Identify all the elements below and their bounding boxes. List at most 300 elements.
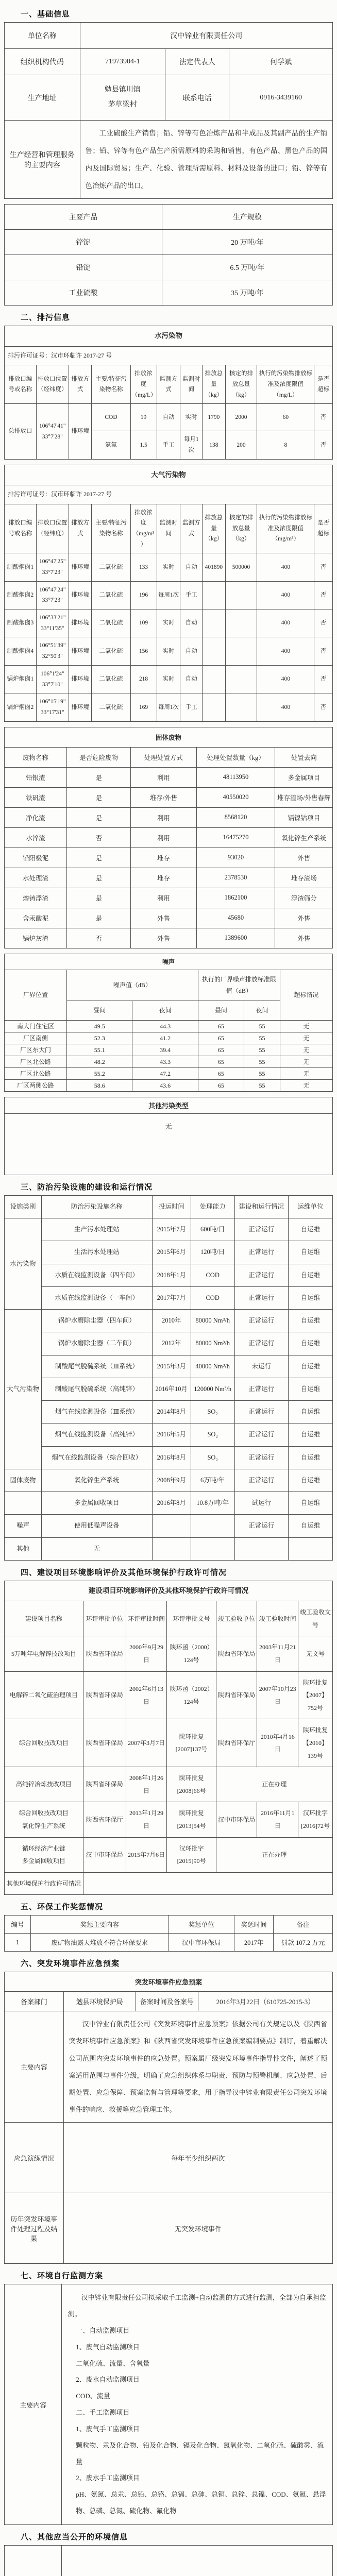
table-cell: 汉中市环保局 [216,1802,257,1837]
table-cell: 否 [314,693,333,721]
column-header: 运维单位 [288,1195,332,1218]
table-cell: 利用 [131,827,196,848]
table-cell: 55 [244,1020,280,1032]
table-cell: 堆存渣场/外售春辉 [275,787,333,807]
table-cell: 水处理渣 [5,868,67,888]
table-cell: 正常运行 [234,1469,288,1492]
table-cell: 陕环批复【2007】752号 [298,1671,333,1719]
column-header: 处理能力 [191,1195,234,1218]
table-cell: 1389600 [196,928,275,948]
column-header: 执行的污染物排放标准及浓度限值（mg/L） [257,365,314,404]
table-cell: 58.6 [67,1079,132,1091]
table-cell: 106°33'21" 33°11'35" [36,609,69,637]
section-title-other-disclosure: 八、其他应当公开的环境信息 [21,2533,128,2541]
table-row [5,848,333,868]
table-cell: 6万吨/年 [191,1469,234,1492]
table-cell: 正常运行 [234,1378,288,1400]
table-cell: 2018年1月 [152,1264,191,1286]
column-header: 执行的污染物排放标准及浓度限值（mg/m³） [257,504,314,553]
table-cell: 1 [5,1934,31,1952]
table-row [5,1378,333,1400]
table-cell [203,693,226,721]
text-line: 颗粒物、汞及化合物、铅及化合物、镉及化合物、氮氧化物、二氧化硫、硫酸雾、流量 [76,2441,324,2466]
table-title: 突发环境事件应急预案 [5,1972,333,1992]
table-cell: 自运维 [288,1241,332,1264]
row-label: 联系电话 [165,75,229,121]
table-cell: 40550020 [196,787,275,807]
table-title: 噪声 [5,954,333,970]
table-row [5,1079,333,1091]
table-cell: 铅锭 [5,255,162,280]
table-cell: 高纯锌冶炼技改项目 [5,1767,83,1802]
table-cell: 48113950 [196,767,275,787]
table-cell: 使用低噪声设备 [41,1515,152,1537]
table-cell: 52.3 [67,1032,132,1044]
table-row [5,1113,333,1175]
table-cell: 自运维 [288,1492,332,1515]
table-cell: 2016年8月 [152,1492,191,1515]
table-cell: 2003年11月21日 [257,1636,298,1671]
table-cell: 排污许可证号：汉市环临许 2017-27 号 [5,346,333,365]
table-row [5,827,333,848]
column-header: 执行的厂界噪声排放标准限值（dB） [198,970,280,1001]
table-cell: 65 [198,1044,244,1056]
column-header: 奖惩主要内容 [30,1916,168,1934]
row-label: 法定代表人 [165,49,229,75]
column-header: 处理处置方式 [131,747,196,767]
table-cell: 汉环批字[2016]72号 [298,1802,333,1837]
table-cell: SO₂ [191,1423,234,1446]
table-row [5,23,333,49]
table-cell: 利用 [131,807,196,827]
column-header: 监测方式 [180,504,203,553]
table-cell: 水质在线监测设备（四车间） [41,1264,152,1286]
table-cell: 烟气在线监测设备（综合回收） [41,1446,152,1469]
column-header: 昼间 [198,1001,244,1021]
table-cell: 否 [314,581,333,609]
table-cell [203,637,226,665]
column-header: 监测方式 [157,365,180,404]
table-cell: 固体废物 [5,1469,42,1492]
table-row [5,1044,333,1056]
table-cell: 每月1次 [180,431,203,459]
table-cell: 400 [257,637,314,665]
table-cell: 外售 [275,848,333,868]
table-cell: 排环境 [69,665,92,693]
table-cell: 自动 [180,665,203,693]
table-cell: 外售 [131,908,196,928]
table-cell: 正在办理 [216,1837,332,1872]
table-cell: 48.2 [67,1056,132,1067]
table-row [5,1916,333,1934]
table-cell: 2378530 [196,868,275,888]
table-row [5,49,333,75]
table-row [5,1934,333,1952]
table-cell: 109 [130,609,157,637]
table-row [5,1802,333,1837]
column-header: 防治污染设施名称 [41,1195,152,1218]
table-cell: 含汞酸泥 [5,908,67,928]
table-cell: 400 [257,609,314,637]
table-cell: 401890 [203,553,226,581]
table-row [5,1097,333,1113]
table-cell: SO₂ [191,1446,234,1469]
table-cell: 无文号 [298,1636,333,1671]
table-cell: 制酸尾气脱硫系统（Ⅲ系统） [41,1355,152,1378]
table-cell: 自运维 [288,1469,332,1492]
table-row [5,230,333,255]
table-cell: 2015年7月6日 [126,1837,167,1872]
text-line: 氧化锌生产系统 [22,1822,65,1829]
table-row [5,1671,333,1719]
table-cell: 是 [67,888,131,908]
table-cell: 106°15'19" 33°17'31" [36,693,69,721]
column-header: 主要/特征污染物名称 [92,504,130,553]
table-cell [152,1537,191,1560]
text-line: 1、废气手工监测项目 [76,2425,140,2433]
table-cell: 71973904-1 [80,49,165,75]
table-cell: 陕西省环保厅 [216,1719,257,1767]
table-row [5,404,333,431]
table-cell: 自动 [180,637,203,665]
column-header: 核定的排放总量（kg） [225,365,257,404]
table-cell: 厂区东大门 [5,1044,67,1056]
table-cell: 106°47'24" 33°7'23" [36,581,69,609]
table-cell: 65 [198,1067,244,1079]
text-line: 一、自动监测项目 [76,2326,130,2334]
table-cell: 否 [67,827,131,848]
table-row [5,693,333,721]
table-cell: 实时 [157,553,180,581]
row-label: 组织机构代码 [5,49,80,75]
table-cell: 55 [244,1079,280,1091]
table-cell: 自动 [157,404,180,431]
table-row [5,954,333,970]
table-row [5,908,333,928]
table-cell: 400 [257,553,314,581]
table-row [5,75,333,121]
table-row [5,787,333,807]
table-cell: 其他 [5,1537,42,1560]
text-line: 2、废水手工监测项目 [76,2474,140,2482]
table-cell: 正常运行 [234,1241,288,1264]
column-header: 奖惩时间 [234,1916,273,1934]
table-cell: 工业硫酸 [5,280,162,306]
table-row [5,2011,333,2123]
table-row [5,1401,333,1423]
table-row [5,1492,333,1515]
table-row [5,1195,333,1218]
column-header: 排放口编号或名称 [5,504,37,553]
table-row [5,1719,333,1767]
table-cell: 无 [41,1537,152,1560]
table-cell: 手工 [157,431,180,459]
table-row [5,665,333,693]
table-cell: 二氧化硫 [92,637,130,665]
table-cell: 否 [314,404,333,431]
table-cell: 是 [67,908,131,928]
table-cell: 是 [67,848,131,868]
table-row [5,1515,333,1537]
table-cell: 自动 [180,609,203,637]
table-cell: 实时 [157,665,180,693]
table-row [5,365,333,404]
table-cell: 10.8万吨/年 [191,1492,234,1515]
table-cell: 排环境 [69,609,92,637]
table-cell: 自运维 [288,1423,332,1446]
table-cell: 无 [280,1067,333,1079]
table-cell: 未运行 [234,1355,288,1378]
column-header: 主要/特征污染物名称 [92,365,130,404]
table-title: 水污染物 [5,326,333,346]
table-cell: 氧化锌生产系统 [275,827,333,848]
row-label: 单位名称 [5,23,80,49]
table-cell [5,1492,42,1515]
table-cell: 1.5 [130,431,157,459]
table-cell: 600吨/日 [191,1218,234,1241]
table-cell: 106°51'39" 32°50'3" [36,637,69,665]
table-cell: 否 [314,637,333,665]
table-row [5,1355,333,1378]
table-cell: 汉环批字[2015]90号 [167,1837,216,1872]
table-cell: 汉中锌业有限责任公司《突发环境事件应急预案》依据公司有关规定以及《陕西省突发环境事件应急预案》和《陕西省突发环境事件应急预案编制要点》制订，着重解决公司范围内突发环境事件的应急处置。预案属厂级突发环境事件指导性文件，阐述了预案适用范围与事件分级，明确了应急组织体系与职责、预防与预警机制、应急处置、后期处置、应急保障、预案监督与管理等要求，用于指导汉中锌业有限责任公司突发环境事件的响应、救援等应急管理工作。 [63,2011,332,2123]
table-cell [83,1872,332,1895]
table-cell: 无 [280,1032,333,1044]
section-title-emergency-plan: 六、突发环境事件应急预案 [21,1960,120,1969]
table-row [5,1286,333,1309]
table-cell [191,1537,234,1560]
table-row [5,1767,333,1802]
column-header: 建设和运行情况 [234,1195,288,1218]
table-cell: 0916-3439160 [229,75,333,121]
table-cell: 锅炉烟囱2 [5,693,37,721]
table-cell: 实时 [157,609,180,637]
table-cell: 自运维 [288,1286,332,1309]
table-cell: 陕环批复【2010】139号 [298,1719,333,1767]
table-cell: 19 [130,404,157,431]
table-cell [62,2545,333,2576]
text-line: 多金属回收项目 [22,1857,65,1865]
table-row [5,747,333,767]
row-label: 生产地址 [5,75,80,121]
section-title-rewards: 五、环保工作奖惩情况 [21,1903,104,1912]
table-cell: 陕环函（2002）124号 [167,1671,216,1719]
table-cell: 锅炉水磨除尘器（四车间） [41,1310,152,1332]
table-cell: 65 [198,1056,244,1067]
text-line: 综合回收技改项目 [19,1809,69,1817]
table-cell: 汉中锌业有限责任公司 [80,23,333,49]
column-header: 排放浓度（mg/L） [130,365,157,404]
table-cell: 是 [67,868,131,888]
table-cell: 80000 Nm³/h [191,1332,234,1355]
table-cell: 总排放口 [5,404,37,459]
table-row [5,346,333,365]
table-row [5,1067,333,1079]
table-cell: 堆存 [131,848,196,868]
column-header: 排放口位置（经纬度） [36,504,69,553]
column-header: 建设项目名称 [5,1601,83,1636]
table-row [5,121,333,199]
table-cell: 400 [257,581,314,609]
table-cell: 厂区北公路 [5,1056,67,1067]
table-cell: 陕环批复[2007]137号 [167,1719,216,1767]
table-cell: 排环境 [69,581,92,609]
table-cell: 手工 [180,693,203,721]
table-row [5,2123,333,2193]
table-row [5,2284,333,2525]
table-cell: 每周1次 [157,693,180,721]
table-cell: 汉中市环保局 [168,1934,234,1952]
column-header: 备注 [274,1916,333,1934]
table-cell: 5万吨年电解锌技改项目 [5,1636,83,1671]
table-cell: 厂区北公路 [5,1067,67,1079]
table-cell: 2015年3月 [152,1355,191,1378]
column-header: 奖惩单位 [168,1916,234,1934]
table-cell: 锅炉灰渣 [5,928,67,948]
table-cell: 106°47'25" 33°7'23" [36,553,69,581]
table-cell: 废矿物油露天堆放不符合环保要求 [30,1934,168,1952]
table-cell: 实时 [180,404,203,431]
table-cell: 200 [225,431,257,459]
table-cell: 80000 Nm³/h [191,1310,234,1332]
table-cell: 65 [198,1020,244,1032]
table-row [5,1872,333,1895]
table-cell: 陕环函（2000）124号 [167,1636,216,1671]
table-cell: 47.2 [132,1067,198,1079]
table-cell: 120000 Nm³/h [191,1378,234,1400]
row-label: 主要内容 [5,2284,62,2525]
table-cell: 多金属项目 [275,767,333,787]
table-cell: 生产污水处理站 [41,1218,152,1241]
table-cell: 陕环批复[2013]54号 [167,1802,216,1837]
table-cell: 厂区南侧 [5,1032,67,1044]
text-line: COD、流量 [76,2392,110,2400]
table-cell: 2016年8月 [152,1446,191,1469]
column-header: 废物名称 [5,747,67,767]
table-cell: 勉县环境保护局 [63,1992,136,2011]
table-cell: 二氧化硫 [92,581,130,609]
table-cell: 陕西省环保局 [83,1671,126,1719]
table-row [5,1032,333,1044]
table-cell: 400 [257,693,314,721]
table-cell: 60 [257,404,314,431]
table-cell: 自运维 [288,1446,332,1469]
table-row [5,609,333,637]
self-monitoring-plan-table [4,2284,333,2525]
column-header: 环评审批单位 [83,1601,126,1636]
table-title: 建设项目环境影响评价及其他环境保护行政许可情况 [5,1581,333,1601]
table-cell: 每周1次 [157,581,180,609]
table-cell: 正常运行 [234,1310,288,1332]
table-cell: 堆存渣场 [275,868,333,888]
table-cell: 汉中市环保局 [83,1837,126,1872]
column-header: 环评审批文号 [167,1601,216,1636]
column-header: 监测时间 [180,365,203,404]
table-row [5,1636,333,1671]
table-cell: 工业硫酸生产销售；铅、锌等有色冶炼产品和半成品及其副产品的生产销售；铅、锌等有色产品生产所需原料的采购和销售，有色产品、黑色产品的国内及国际贸易；生产、化验、管理所需原料、材料及设备的进口；铅、锌等有色冶炼产品的出口。 [80,121,333,199]
table-row [5,504,333,553]
table-row [5,807,333,827]
column-header: 夜间 [244,1001,280,1021]
table-cell: 自动 [180,553,203,581]
table-cell: 制酸烟囱3 [5,609,37,637]
table-cell: 2016年3月22日（610725-2015-3） [198,1992,332,2011]
table-cell: 否 [67,928,131,948]
column-header: 设施类别 [5,1195,42,1218]
table-row [5,1423,333,1446]
table-cell: 二氧化硫 [92,665,130,693]
column-header: 排放口编号或名称 [5,365,37,404]
row-label: 备案部门 [5,1992,64,2011]
table-cell: 2016年11月1日 [257,1802,298,1837]
table-cell: 水污染物 [5,1218,42,1310]
other-disclosure-table [4,2545,333,2576]
table-cell: 制酸尾气脱硫系统（高纯锌） [41,1378,152,1400]
table-cell: 41.2 [132,1032,198,1044]
table-cell: 净化渣 [5,807,67,827]
table-cell [225,581,257,609]
column-header: 编号 [5,1916,31,1934]
table-cell: 8 [257,431,314,459]
table-cell: 106°47'41" 33°7'28" [36,404,69,459]
eia-permits-table [4,1581,333,1895]
table-cell: 排环境 [69,553,92,581]
table-cell: 39.4 [132,1044,198,1056]
table-cell: 2008年9月 [152,1469,191,1492]
row-label: 其他环境保护行政许可情况 [5,1872,83,1895]
table-cell: 自运维 [288,1355,332,1378]
table-cell: 自运维 [288,1401,332,1423]
column-header: 昼间 [67,1001,132,1021]
table-cell: 无 [280,1056,333,1067]
table-cell: 196 [130,581,157,609]
table-cell: 是 [67,807,131,827]
table-cell: 二氧化硫 [92,609,130,637]
table-cell: 自运维 [288,1264,332,1286]
row-label: 历年突发环境事件处理过程及结果 [5,2193,64,2264]
table-row [5,1837,333,1872]
table-row [5,767,333,787]
column-header: 排放口位置（经纬度） [36,365,69,404]
column-header: 监测时间 [157,504,180,553]
table-row [5,1310,333,1332]
table-cell: 无突发环境事件 [63,2193,332,2264]
table-cell: 浮渣筛分 [275,888,333,908]
table-cell: 是 [67,787,131,807]
table-cell: 多金属回收项目 [41,1492,152,1515]
table-row [5,1992,333,2011]
column-header: 是否危险废物 [67,747,131,767]
table-cell: 218 [130,665,157,693]
table-cell: 93020 [196,848,275,868]
table-cell: 噪声 [5,1515,42,1537]
table-cell: 35 万吨/年 [162,280,332,306]
table-cell: 65 [198,1032,244,1044]
column-header: 投运时间 [152,1195,191,1218]
table-cell: COD [191,1286,234,1309]
table-cell: 2007年10月23日 [257,1671,298,1719]
table-cell: 氧化锌生产系统 [41,1469,152,1492]
table-cell: 陕西省环保局 [216,1636,257,1671]
table-cell: 陕西省环保局 [83,1636,126,1671]
column-header: 是否超标 [314,504,333,553]
column-header: 竣工验收时间 [257,1601,298,1636]
text-line: pH、氨氮、总汞、总铅、总铬、总镉、总砷、总铜、总锌、总镍、COD、氨氮、悬浮物、总磷、总氮、硫化物、氟化物 [76,2490,326,2515]
column-header: 竣工验收文号 [298,1601,333,1636]
table-cell: 正常运行 [234,1515,288,1537]
table-cell: 16475270 [196,827,275,848]
table-cell: 1790 [203,404,226,431]
